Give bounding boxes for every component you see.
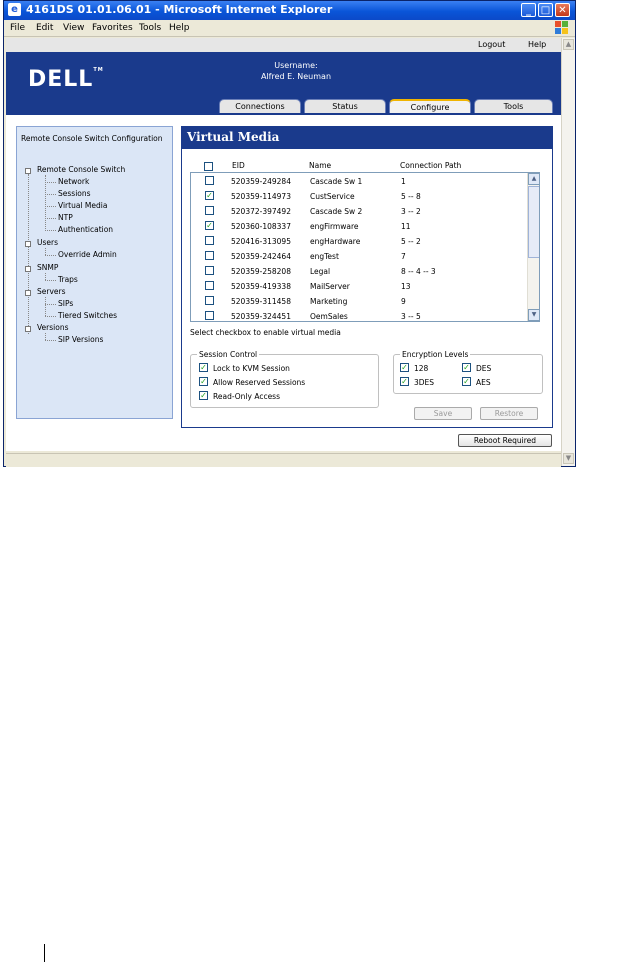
menu-edit[interactable]: Edit [36, 23, 54, 33]
enc-3des-checkbox[interactable]: ✓ [401, 377, 408, 386]
row-path: 5 -- 8 [401, 192, 421, 201]
row-eid: 520416-313095 [231, 237, 291, 246]
column-header-eid[interactable]: EID [232, 161, 245, 170]
column-header-connection-path[interactable]: Connection Path [400, 161, 462, 170]
reboot-required-button[interactable]: Reboot Required [458, 434, 552, 447]
row-path: 3 -- 2 [401, 207, 421, 216]
encryption-levels-legend: Encryption Levels [402, 350, 469, 359]
tab-status[interactable]: Status [304, 99, 386, 113]
enc-des-label: DES [476, 364, 492, 373]
row-name: engFirmware [310, 222, 359, 231]
read-only-label: Read-Only Access [213, 392, 280, 401]
enc-128-label: 128 [414, 364, 429, 373]
tree-group-snmp[interactable]: SNMP [37, 263, 59, 272]
browser-scrollbar[interactable] [561, 38, 575, 466]
username-display [236, 60, 356, 82]
menu-bar [4, 20, 575, 37]
row-eid: 520372-397492 [231, 207, 291, 216]
tree-item-virtual-media[interactable]: Virtual Media [58, 201, 108, 210]
tree-item-tiered-switches[interactable]: Tiered Switches [58, 311, 118, 320]
sidebar-title: Remote Console Switch Configuration [21, 134, 163, 143]
enc-128-checkbox[interactable]: ✓ [401, 363, 408, 372]
allow-reserved-checkbox[interactable]: ✓ [200, 377, 207, 386]
scroll-up-icon[interactable]: ▲ [528, 173, 540, 185]
row-eid: 520359-324451 [231, 312, 291, 321]
save-button[interactable]: Save [414, 407, 472, 420]
lock-to-kvm-label: Lock to KVM Session [213, 364, 290, 373]
help-link[interactable]: Help [528, 40, 547, 49]
row-checkbox[interactable] [205, 251, 214, 260]
table-row[interactable] [191, 173, 527, 188]
tree-item-ntp[interactable]: NTP [58, 213, 73, 222]
row-path: 13 [401, 282, 411, 291]
expander-icon[interactable] [25, 326, 31, 332]
dell-logo: DELL™ [28, 67, 104, 92]
row-name: Cascade Sw 2 [310, 207, 363, 216]
row-checkbox[interactable] [205, 296, 214, 305]
close-button[interactable]: ✕ [555, 3, 570, 17]
lock-to-kvm-checkbox[interactable]: ✓ [200, 363, 207, 372]
row-checkbox[interactable]: ✓ [206, 191, 213, 200]
row-path: 8 -- 4 -- 3 [401, 267, 436, 276]
logout-link[interactable]: Logout [478, 40, 506, 49]
row-eid: 520359-249284 [231, 177, 291, 186]
menu-tools[interactable]: Tools [139, 23, 162, 33]
row-path: 7 [401, 252, 406, 261]
page-viewport [6, 38, 561, 451]
row-checkbox[interactable] [205, 236, 214, 245]
row-checkbox[interactable] [205, 281, 214, 290]
row-eid: 520359-114973 [231, 192, 291, 201]
row-name: Cascade Sw 1 [310, 177, 363, 186]
expander-icon[interactable] [25, 241, 31, 247]
row-checkbox[interactable] [205, 266, 214, 275]
tree-item-sips[interactable]: SIPs [58, 299, 74, 308]
username-label: Username: [274, 61, 318, 70]
expander-icon[interactable] [25, 168, 31, 174]
username-value: Alfred E. Neuman [260, 72, 332, 81]
table-row[interactable] [191, 293, 527, 308]
scroll-thumb[interactable] [528, 186, 540, 258]
tree-group-versions[interactable]: Versions [37, 323, 69, 332]
expander-icon[interactable] [25, 290, 31, 296]
title-bar[interactable] [4, 1, 575, 20]
tree-group-users[interactable]: Users [37, 238, 59, 247]
window-title: 4161DS 01.01.06.01 - Microsoft Internet Explorer [26, 3, 333, 16]
row-path: 3 -- 5 [401, 312, 421, 321]
row-name: engHardware [310, 237, 361, 246]
status-bar [6, 453, 561, 467]
row-checkbox[interactable] [205, 311, 214, 320]
row-eid: 520359-419338 [231, 282, 291, 291]
browser-window [3, 0, 576, 467]
row-name: CustService [310, 192, 355, 201]
row-path: 5 -- 2 [401, 237, 421, 246]
page-margin-line [44, 944, 45, 962]
tab-configure[interactable]: Configure [389, 99, 471, 113]
top-links-bar [6, 38, 561, 52]
windows-logo-icon [555, 21, 569, 35]
hint-text: Select checkbox to enable virtual media [190, 328, 341, 337]
tree-item-override-admin[interactable]: Override Admin [58, 250, 117, 259]
list-scrollbar[interactable] [527, 173, 540, 321]
panel-header [182, 127, 552, 149]
row-path: 11 [401, 222, 411, 231]
table-row[interactable] [191, 218, 527, 233]
menu-favorites[interactable]: Favorites [92, 23, 133, 33]
row-name: engTest [310, 252, 339, 261]
expander-icon[interactable] [25, 266, 31, 272]
scroll-down-icon[interactable]: ▼ [563, 453, 574, 464]
row-checkbox[interactable] [205, 206, 214, 215]
restore-button[interactable]: Restore [480, 407, 538, 420]
table-row[interactable] [191, 278, 527, 293]
row-checkbox[interactable] [205, 176, 214, 185]
enc-des-checkbox[interactable]: ✓ [463, 363, 470, 372]
menu-view[interactable]: View [63, 23, 85, 33]
tree-group-servers[interactable]: Servers [37, 287, 66, 296]
session-control-legend: Session Control [199, 350, 258, 359]
server-list[interactable] [190, 172, 540, 322]
ie-icon: e [8, 3, 21, 16]
tab-underline [6, 113, 561, 115]
row-name: Marketing [310, 297, 348, 306]
table-row[interactable] [191, 263, 527, 278]
row-name: MailServer [310, 282, 350, 291]
table-row[interactable] [191, 188, 527, 203]
table-row[interactable] [191, 308, 527, 322]
row-checkbox[interactable]: ✓ [206, 221, 213, 230]
tree-group-remote-console-switch[interactable]: Remote Console Switch [37, 165, 126, 174]
virtual-media-panel [181, 126, 553, 428]
table-row[interactable] [191, 233, 527, 248]
enc-aes-label: AES [476, 378, 491, 387]
row-name: Legal [310, 267, 331, 276]
row-eid: 520359-242464 [231, 252, 291, 261]
scroll-up-icon[interactable]: ▲ [563, 39, 574, 50]
select-all-checkbox[interactable] [204, 162, 213, 171]
minimize-button[interactable]: _ [521, 3, 536, 17]
tree-item-sessions[interactable]: Sessions [58, 189, 91, 198]
tree-item-network[interactable]: Network [58, 177, 90, 186]
row-path: 9 [401, 297, 406, 306]
table-row[interactable] [191, 203, 527, 218]
column-header-name[interactable]: Name [309, 161, 332, 170]
tree-item-traps[interactable]: Traps [58, 275, 78, 284]
tree-item-sip-versions[interactable]: SIP Versions [58, 335, 104, 344]
menu-file[interactable]: File [10, 23, 26, 33]
menu-help[interactable]: Help [169, 23, 190, 33]
encryption-levels-group [393, 350, 543, 394]
page-title: Virtual Media [187, 130, 280, 144]
read-only-checkbox[interactable]: ✓ [200, 391, 207, 400]
enc-aes-checkbox[interactable]: ✓ [463, 377, 470, 386]
row-eid: 520360-108337 [231, 222, 291, 231]
maximize-button[interactable]: □ [538, 3, 553, 17]
table-row[interactable] [191, 248, 527, 263]
tab-tools[interactable]: Tools [474, 99, 553, 113]
row-eid: 520359-311458 [231, 297, 291, 306]
config-sidebar [16, 126, 173, 419]
scroll-down-icon[interactable]: ▼ [528, 309, 540, 321]
row-path: 1 [401, 177, 406, 186]
tree-item-authentication[interactable]: Authentication [58, 225, 114, 234]
session-control-group [190, 350, 379, 408]
tab-connections[interactable]: Connections [219, 99, 301, 113]
row-eid: 520359-258208 [231, 267, 291, 276]
allow-reserved-label: Allow Reserved Sessions [213, 378, 306, 387]
enc-3des-label: 3DES [414, 378, 435, 387]
row-name: OemSales [310, 312, 348, 321]
